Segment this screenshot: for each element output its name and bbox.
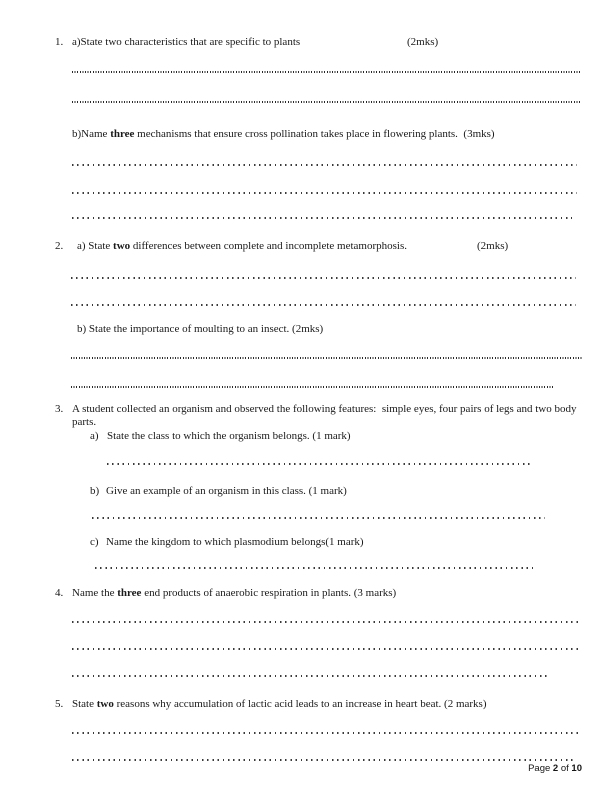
answer-line — [71, 304, 576, 306]
page-footer-label: Page — [528, 763, 553, 774]
marks-label: (2mks) — [477, 240, 509, 252]
subquestion-label: a) — [90, 430, 99, 442]
answer-line — [71, 386, 553, 388]
question-text-pre: b)Name — [72, 128, 111, 140]
marks-label: (2mks) — [407, 36, 439, 48]
question-text-bold: two — [113, 240, 131, 252]
answer-line — [72, 164, 577, 166]
question-text: Name the kingdom to which plasmodium belongs(1 mark) — [106, 536, 364, 548]
question-text-post: mechanisms that ensure cross pollination takes place in flowering plants. (3mks) — [134, 128, 495, 140]
question-text-bold: three — [117, 587, 142, 599]
page-footer-of: of — [558, 763, 572, 774]
question-text-pre: Name the — [72, 587, 118, 599]
answer-line — [92, 517, 545, 519]
answer-line — [71, 277, 576, 279]
page-footer — [528, 763, 582, 774]
question-text-post: differences between complete and incomplete metamorphosis. — [130, 240, 407, 252]
answer-line — [95, 567, 533, 569]
question-text-bold: two — [96, 698, 114, 710]
question-text-bold: three — [110, 128, 135, 140]
question-text: b) State the importance of moulting to an insect. (2mks) — [77, 323, 324, 335]
answer-line — [71, 357, 583, 359]
answer-line — [72, 217, 572, 219]
question-text-pre: State — [72, 698, 97, 710]
answer-line — [72, 675, 548, 677]
question-text — [72, 587, 396, 600]
answer-line — [72, 101, 581, 103]
question-text-pre: a) State — [77, 240, 114, 252]
question-text: State the class to which the organism belongs. (1 mark) — [107, 430, 351, 442]
question-text: a)State two characteristics that are specific to plants — [72, 36, 301, 48]
question-number: 2. — [55, 240, 64, 252]
question-number: 4. — [55, 587, 64, 599]
question-text-post: end products of anaerobic respiration in plants. (3 marks) — [141, 587, 397, 599]
answer-line — [107, 463, 533, 465]
question-text — [72, 698, 486, 711]
page-footer-current: 2 — [552, 763, 559, 774]
answer-line — [72, 621, 580, 623]
question-number: 1. — [55, 36, 64, 48]
question-number: 3. — [55, 403, 64, 415]
answer-line — [72, 759, 573, 761]
question-text — [77, 240, 407, 253]
page-footer-total: 10 — [571, 763, 582, 774]
question-text: A student collected an organism and observed the following features: simple eyes, four pairs of legs and two body parts. — [72, 403, 580, 428]
subquestion-label: b) — [90, 485, 100, 497]
answer-line — [72, 648, 580, 650]
question-number: 5. — [55, 698, 64, 710]
question-text-post: reasons why accumulation of lactic acid leads to an increase in heart beat. (2 marks) — [113, 698, 487, 710]
answer-line — [72, 732, 578, 734]
answer-line — [72, 192, 577, 194]
question-text: Give an example of an organism in this class. (1 mark) — [106, 485, 347, 497]
answer-line — [72, 71, 581, 73]
subquestion-label: c) — [90, 536, 99, 548]
question-text — [72, 128, 495, 141]
